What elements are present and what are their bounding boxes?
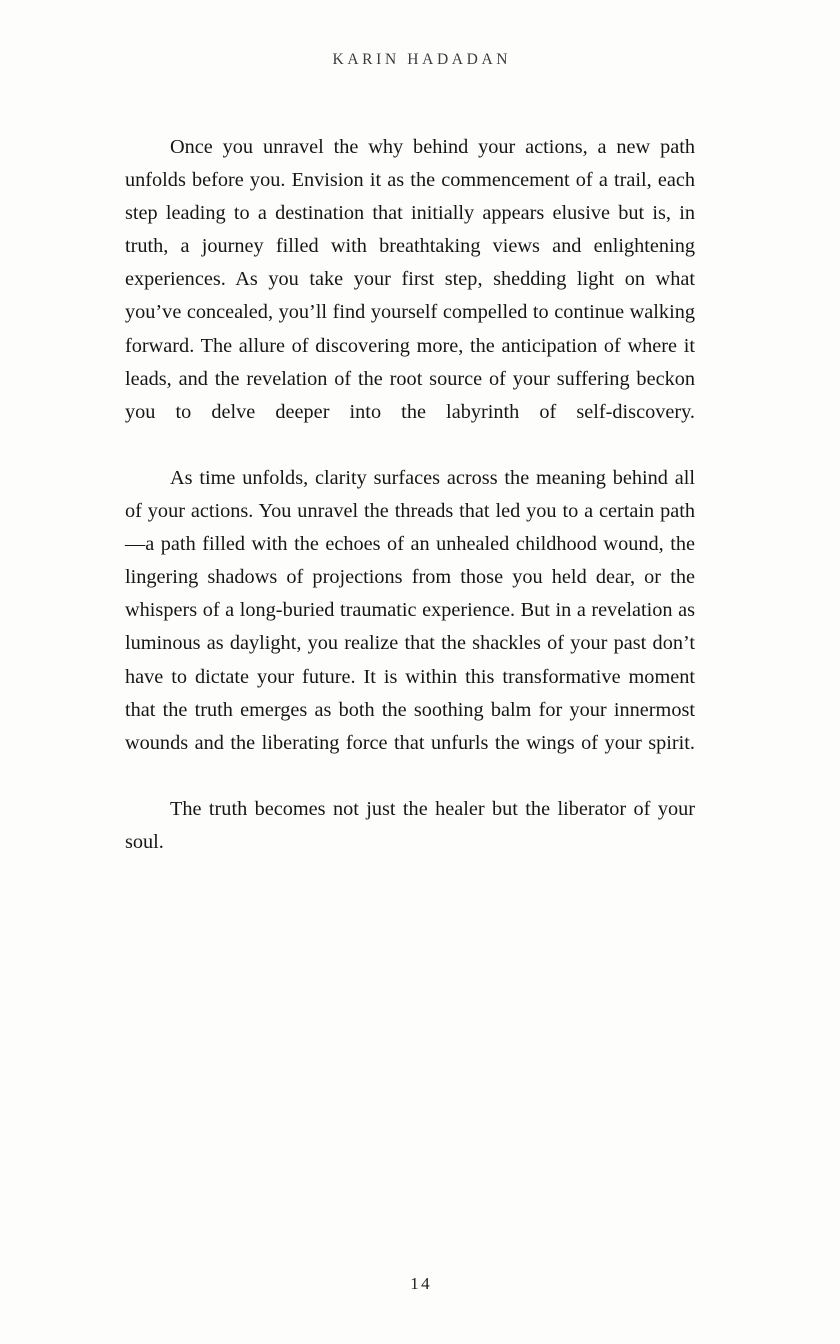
paragraph: The truth becomes not just the healer but the liberator of your soul. [125, 797, 695, 853]
body-text-block [125, 131, 695, 892]
running-head: KARIN HADADAN [332, 51, 512, 68]
paragraph: As time unfolds, clarity surfaces across the meaning behind all of your actions. You unravel the threads that led you to a certain path—a path filled with the echoes of an unhealed childhood wound, the lingering shadows of projections from those you held dear, or the whispers of a long-buried traumatic experience. But in a revelation as luminous as daylight, you realize that the shackles of your past don’t have to dictate your future. It is within this transformative moment that the truth emerges as both the soothing balm for your innermost wounds and the liberating force that unfurls the wings of your spirit. [125, 466, 695, 754]
paragraph: Once you unravel the why behind your actions, a new path unfolds before you. Envision it as the commencement of a trail, each step leading to a destination that initially appears elusive but is, in truth, a journey filled with breathtaking views and enlightening experiences. As you take your first step, shedding light on what you’ve concealed, you’ll find yourself compelled to continue walking forward. The allure of discovering more, the anticipation of where it leads, and the revelation of the root source of your suffering beckon you to delve deeper into the labyrinth of self-discovery. [125, 136, 695, 423]
page-number: 14 [410, 1274, 433, 1293]
